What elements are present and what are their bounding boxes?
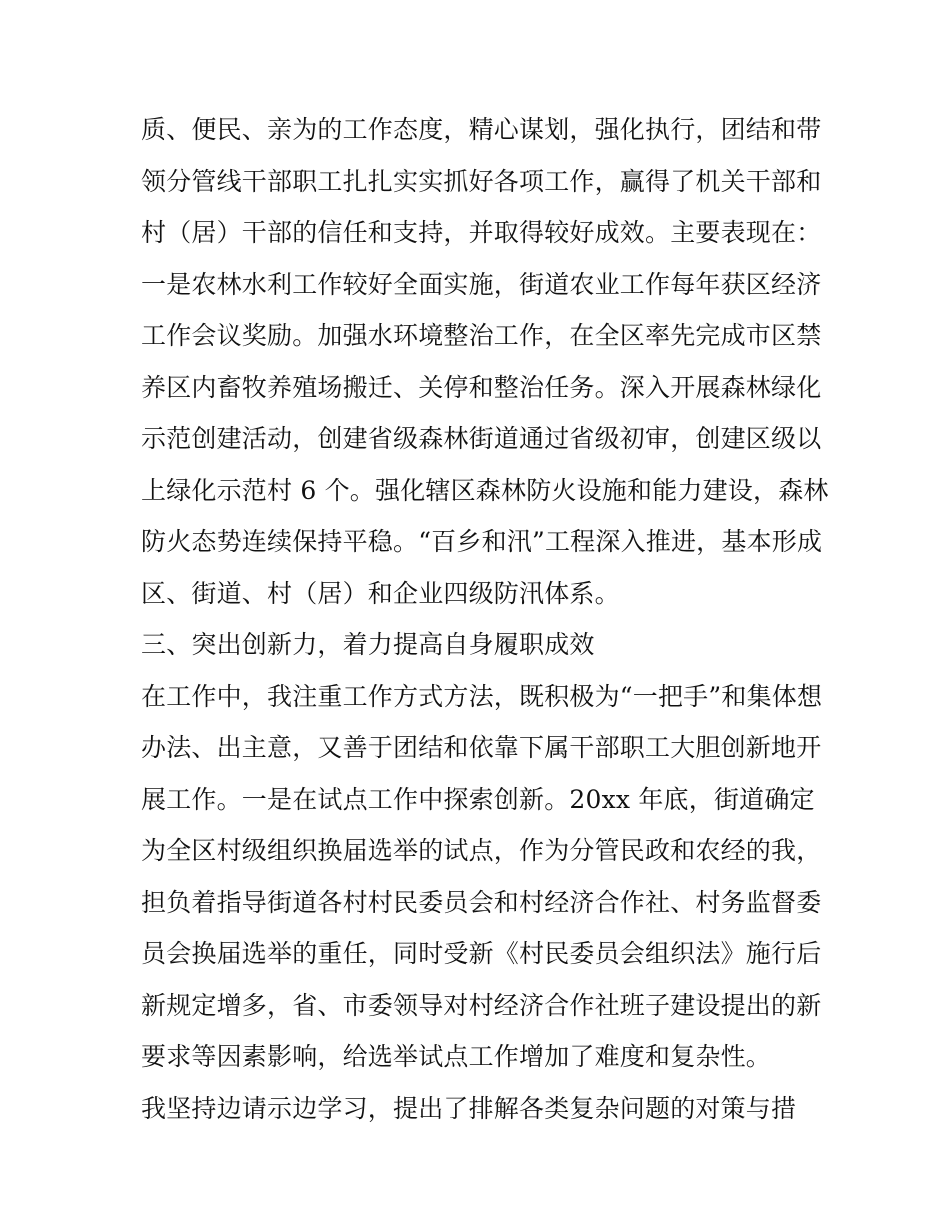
body-text [141,104,829,1134]
text-line: 员会换届选举的重任，同时受新《村民委员会组织法》施行后 [141,939,822,968]
text-line: 示范创建活动，创建省级森林街道通过省级初审，创建区级以 [141,424,822,453]
text-line: 展工作。一是在试点工作中探索创新。20xx 年底，街道确定 [141,784,815,814]
text-line: 办法、出主意，又善于团结和依靠下属干部职工大胆创新地开 [141,733,822,762]
text-line: 工作会议奖励。加强水环境整治工作，在全区率先完成市区禁 [141,321,822,350]
text-line: 一是农林水利工作较好全面实施，街道农业工作每年获区经济 [141,269,822,299]
text-line: 领分管线干部职工扎扎实实抓好各项工作，赢得了机关干部和 [141,166,822,196]
text-line: 担负着指导街道各村村民委员会和村经济合作社、村务监督委 [141,887,822,917]
text-line: 养区内畜牧养殖场搬迁、关停和整治任务。深入开展森林绿化 [141,372,822,402]
text-line: 质、便民、亲为的工作态度，精心谋划，强化执行，团结和带 [141,115,822,144]
text-line: 我坚持边请示边学习，提出了排解各类复杂问题的对策与措 [141,1093,797,1123]
text-line: 上绿化示范村 6 个。强化辖区森林防火设施和能力建设，森林 [141,475,829,505]
text-line: 新规定增多，省、市委领导对村经济合作社班子建设提出的新 [141,990,822,1020]
text-line: 为全区村级组织换届选举的试点，作为分管民政和农经的我， [141,836,822,865]
text-line: 村（居）干部的信任和支持，并取得较好成效。主要表现在： [141,218,822,247]
text-line: 防火态势连续保持平稳。“百乡和汛”工程深入推进，基本形成 [141,527,823,556]
text-line: 区、街道、村（居）和企业四级防汛体系。 [141,578,620,608]
text-line: 在工作中，我注重工作方式方法，既积极为“一把手”和集体想 [141,681,823,711]
section-heading: 三、突出创新力，着力提高自身履职成效 [141,630,595,659]
text-line: 要求等因素影响，给选举试点工作增加了难度和复杂性。 [141,1042,772,1071]
